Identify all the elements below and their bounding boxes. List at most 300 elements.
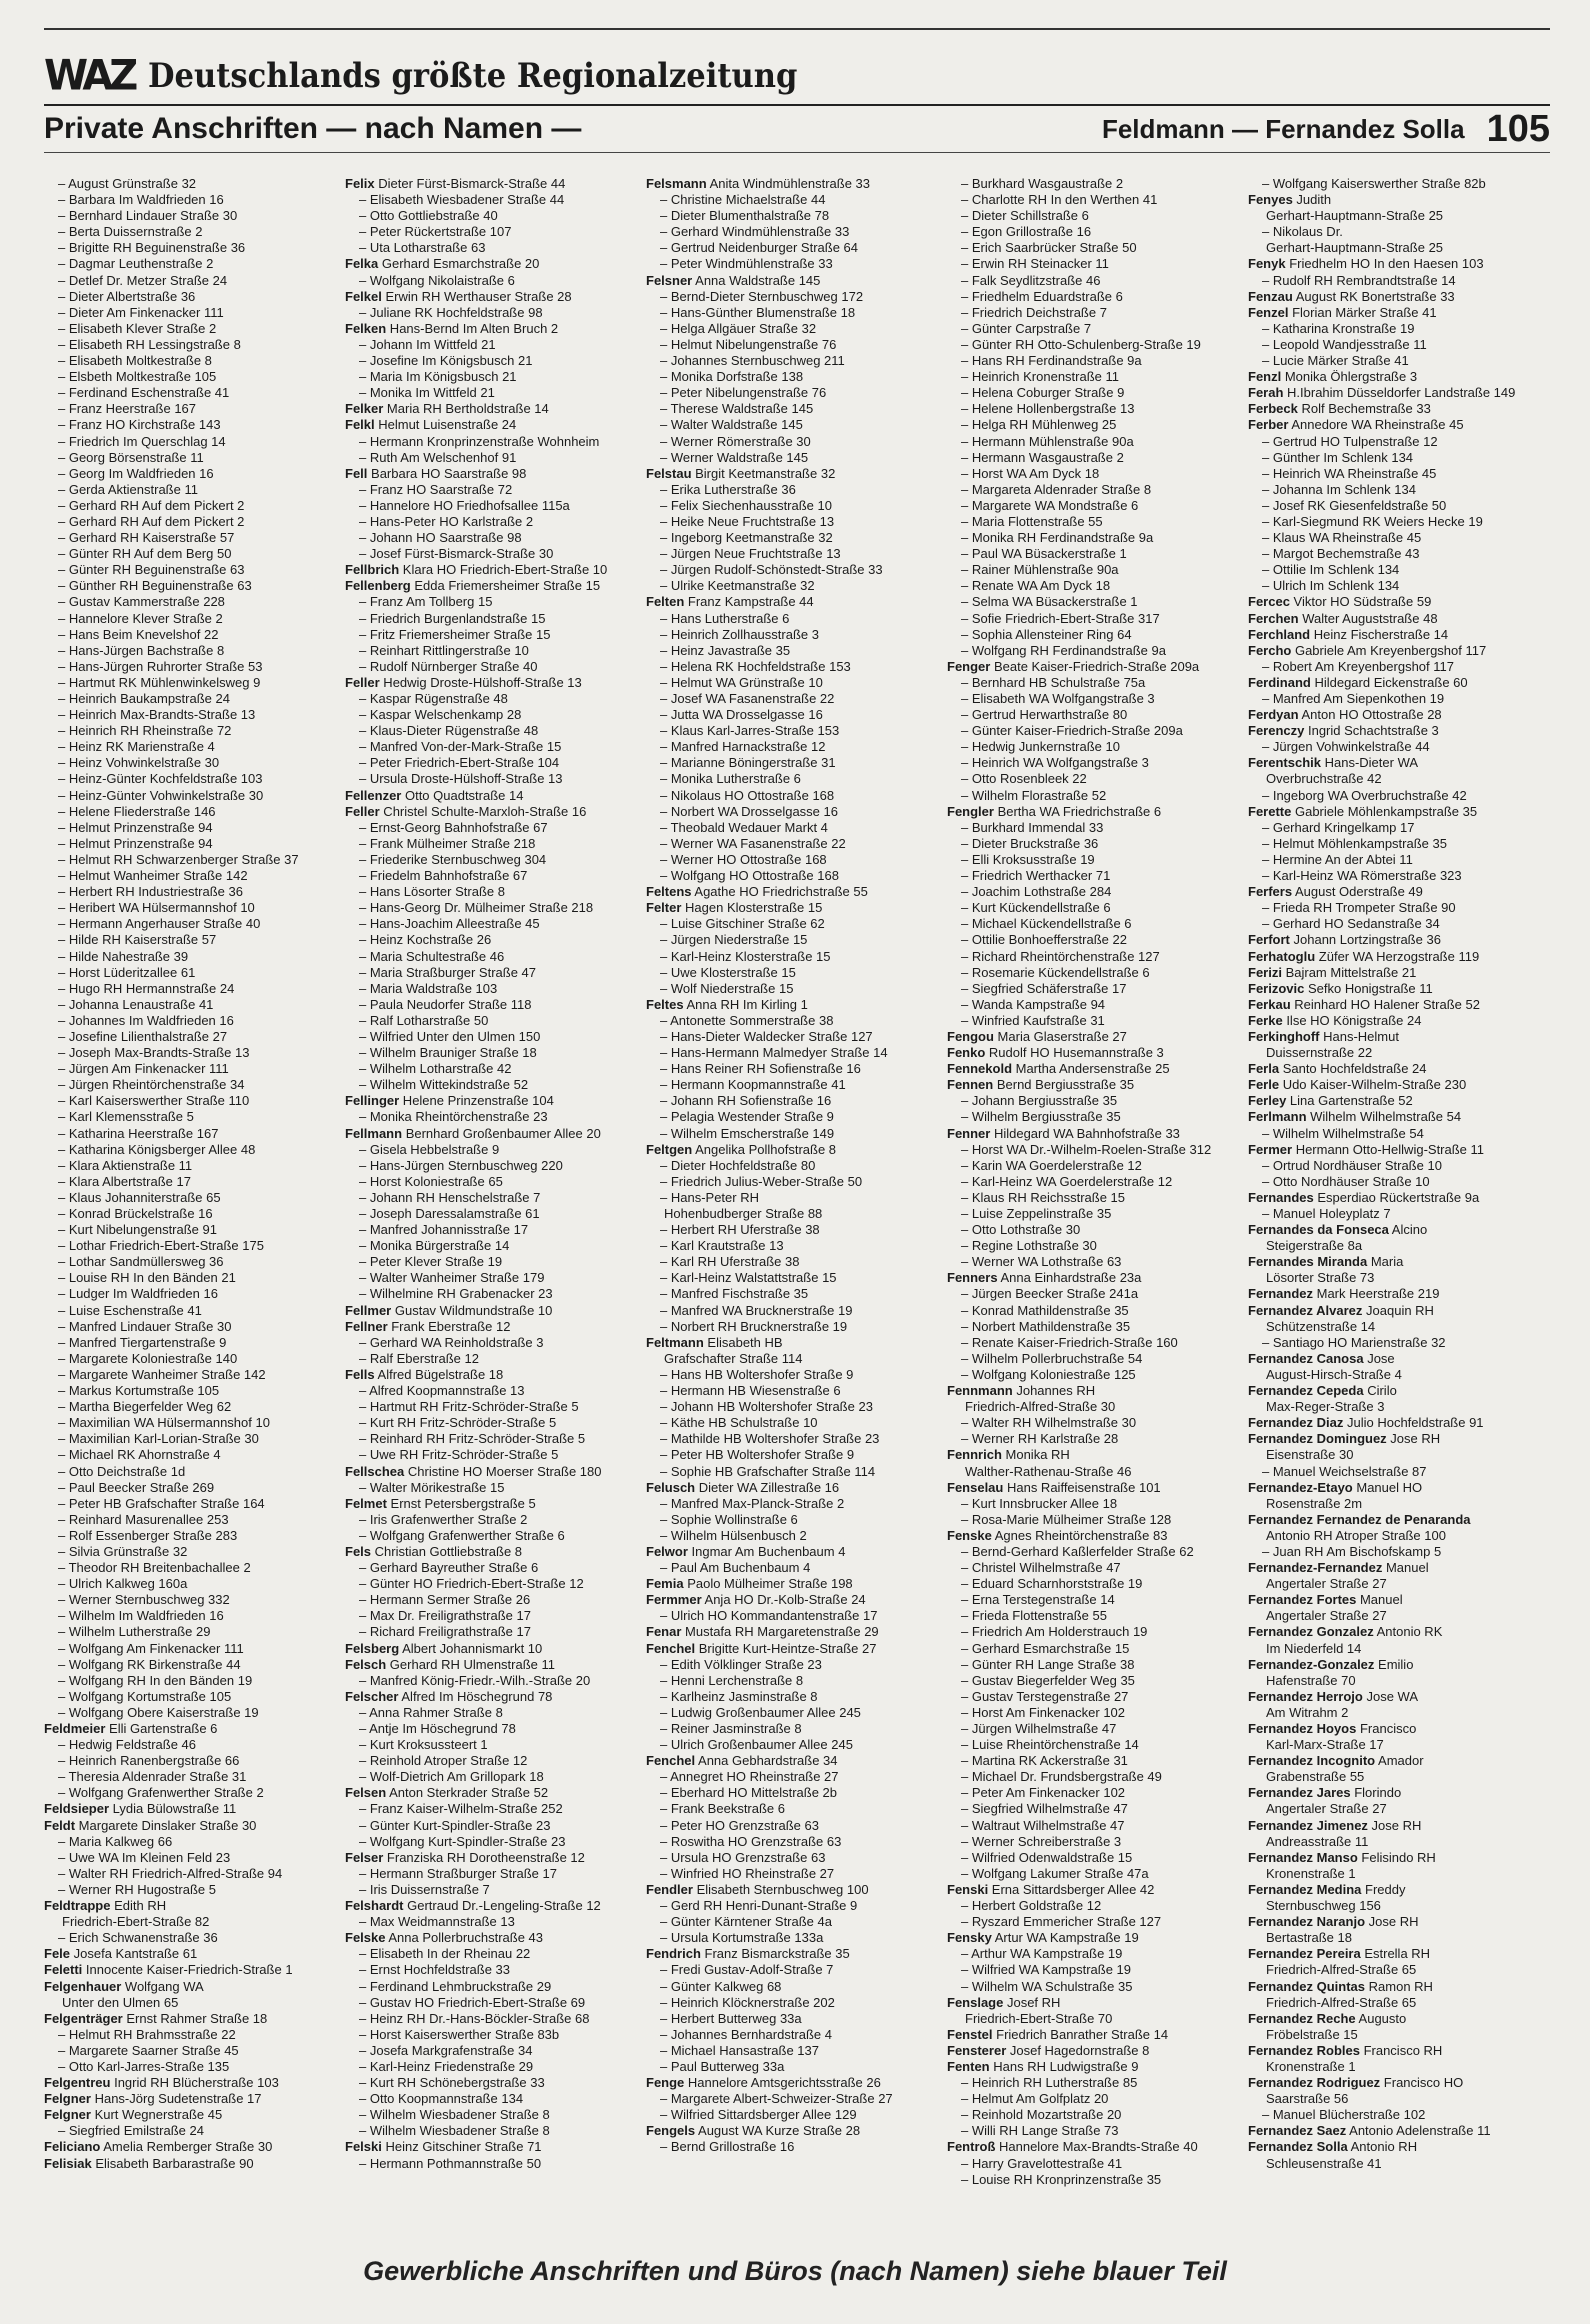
entry-text: Maximilian Karl-Lorian-Straße 30 [68,1431,259,1447]
entry-text: Anna Waldstraße 145 [692,272,821,288]
entry-text: Jürgen Vohwinkelstraße 44 [1272,739,1430,755]
directory-entry: – Josefine Lilienthalstraße 27 [58,1028,228,1044]
entry-text: Heribert WA Hülsermannshof 10 [68,900,255,916]
directory-entry [947,1029,1244,1045]
directory-entry [947,1882,1244,1898]
entry-text: Peter Nibelungenstraße 76 [670,385,827,401]
entry-text: Edith RH [110,1898,167,1914]
directory-entry: – Walter Wanheimer Straße 179 [359,1270,545,1286]
entry-text: Dieter Hochfeldstraße 80 [670,1157,816,1173]
directory-entry [947,1126,1244,1142]
directory-entry [1248,884,1545,900]
directory-entry: – Konrad Mathildenstraße 35 [961,1302,1129,1318]
entry-text: Günther RH Beguinenstraße 63 [68,578,252,594]
entry-text: Edda Friemersheimer Straße 15 [410,578,601,594]
surname: Felgner [44,2091,91,2107]
surname: Ferfers [1248,884,1293,900]
surname: Fermer [1248,1141,1293,1157]
entry-text: Günter RH Auf dem Berg 50 [68,546,232,562]
entry-text: Falk Seydlitzstraße 46 [971,272,1101,288]
directory-entry [947,2011,1244,2027]
entry-text: Gustav Wildmundstraße 10 [391,1302,553,1318]
directory-entry [1248,611,1545,627]
directory-entry: – Gisela Hebbelstraße 9 [359,1141,500,1157]
directory-entry: – Johann Im Wittfeld 21 [359,336,496,352]
directory-entry: – Charlotte RH In den Werthen 41 [961,192,1158,208]
surname: Feltens [646,884,692,900]
directory-entry: – Katharina Kronstraße 19 [1262,320,1415,336]
directory-entry: – Jürgen Vohwinkelstraße 44 [1262,739,1430,755]
entry-text: Friedrich Am Holderstrauch 19 [971,1624,1148,1640]
entry-text: Otto Nordhäuser Straße 10 [1272,1173,1430,1189]
entry-text: Luise Rheintörchenstraße 14 [971,1737,1139,1753]
directory-entry: – Burkhard Wasgaustraße 2 [961,176,1124,191]
surname: Fernandez Fortes [1248,1592,1357,1608]
surname: Fernandez Jimenez [1248,1817,1368,1833]
directory-entry: – Wilhelm Wittekindstraße 52 [359,1077,529,1093]
entry-text: Innocente Kaiser-Friedrich-Straße 1 [82,1962,293,1978]
entry-text: Klaus WA Rheinstraße 45 [1272,530,1422,546]
entry-text: Judith [1292,192,1332,208]
entry-text: Hermann Pothmannstraße 50 [369,2155,542,2171]
directory-entry: – Heinz RH Dr.-Hans-Böckler-Straße 68 [359,2010,590,2026]
directory-entry: – Gustav Terstegenstraße 27 [961,1688,1129,1704]
directory-entry [345,1303,642,1319]
entry-text: Berta Duissernstraße 2 [68,224,203,240]
directory-entry [1248,1303,1545,1319]
entry-text: Josef WA Fasanenstraße 22 [670,691,835,706]
entry-text: Michael RK Ahornstraße 4 [68,1447,221,1463]
directory-entry: – Ulrich HO Kommandantenstraße 17 [660,1608,878,1624]
entry-text: Friedrich Im Querschlag 14 [68,433,226,449]
directory-entry: – Elsbeth Moltkestraße 105 [58,369,217,385]
directory-entry: – Maria Waldstraße 103 [359,980,498,996]
directory-entry: – Reinhold Atroper Straße 12 [359,1753,528,1769]
entry-text: Klaus-Dieter Rügenstraße 48 [369,723,539,739]
directory-entry [1248,1029,1545,1045]
entry-text: Karl-Heinz Walstattstraße 15 [670,1270,837,1286]
entry-text: Frank Mülheimer Straße 218 [369,835,536,851]
directory-entry [1248,723,1545,739]
directory-entry: – Elisabeth WA Wolfgangstraße 3 [961,691,1155,706]
entry-text: Dieter Am Finkenacker 111 [68,304,224,320]
entry-text: Elisabeth Moltkestraße 8 [68,353,212,369]
entry-text: Hans Beim Knevelshof 22 [68,626,219,642]
surname: Ferle [1248,1077,1280,1093]
surname: Ferah [1248,385,1284,401]
surname: Felgenträger [44,2010,123,2026]
entry-text: Heinrich RH Lutherstraße 85 [971,2075,1138,2091]
directory-entry [345,788,642,804]
entry-text: Hermann Angerhauser Straße 40 [68,916,261,932]
entry-text: Hans-Dieter WA [1320,755,1419,771]
directory-entry: – Hans-Jürgen Bachstraße 8 [58,642,225,658]
directory-entry: – Peter Am Finkenacker 102 [961,1785,1126,1801]
directory-entry: – Gustav HO Friedrich-Ebert-Straße 69 [359,1994,586,2010]
directory-entry: – Günter Kurt-Spindler-Straße 23 [359,1817,551,1833]
directory-entry: – Monika Bürgerstraße 14 [359,1238,510,1254]
directory-entry: – Hans HB Woltershofer Straße 9 [660,1366,854,1382]
entry-text: Günter RH Lange Straße 38 [971,1656,1135,1672]
entry-text: Hans-Peter RH [670,1189,759,1205]
directory-entry: – Helene Hollenbergstraße 13 [961,401,1135,417]
entry-text: Friedrich Burgenlandstraße 15 [369,610,546,626]
entry-text: Wolfgang RH Ferdinandstraße 9a [971,642,1166,658]
directory-entry: – Karl Kaiserswerther Straße 110 [58,1093,250,1109]
directory-entry: – Maria Straßburger Straße 47 [359,964,537,980]
entry-text: Hafenstraße 70 [1266,1672,1356,1688]
entry-text: Margarete Koloniestraße 140 [68,1350,238,1366]
entry-text: Uwe Klosterstraße 15 [670,964,796,980]
entry-text: Wolfgang Grafenwerther Straße 6 [369,1527,565,1543]
entry-text: Hannelore Amtsgerichtsstraße 26 [684,2075,881,2091]
directory-entry: – Louise RH Kronprinzenstraße 35 [961,2171,1162,2187]
directory-entry [44,2011,341,2027]
directory-entry: – Klaus Karl-Jarres-Straße 153 [660,723,840,739]
surname: Fernandez Herrojo [1248,1688,1363,1704]
directory-entry [1248,932,1545,948]
directory-entry: – Helena Coburger Straße 9 [961,385,1125,401]
surname: Feller [345,674,380,690]
entry-text: Felisindo RH [1357,1849,1436,1865]
entry-text: Josef RK Giesenfeldstraße 50 [1272,497,1447,513]
entry-text: Wilhelm Wilhelmstraße 54 [1272,1125,1424,1141]
entry-text: Martha Andersenstraße 25 [1012,1061,1170,1077]
directory-entry: – Fredi Gustav-Adolf-Straße 7 [660,1962,834,1978]
entry-text: Grafschafter Straße 114 [664,1350,803,1366]
directory-entry: – Werner Waldstraße 145 [660,449,809,465]
directory-entry: – Sophia Allensteiner Ring 64 [961,626,1132,642]
directory-entry: – Herbert RH Industriestraße 36 [58,884,243,900]
entry-text: Georg Börsenstraße 11 [68,449,204,465]
entry-text: Joachim Lothstraße 284 [971,884,1112,900]
directory-entry [1248,1576,1545,1592]
entry-text: Kaspar Rügenstraße 48 [369,691,508,706]
directory-entry [646,1142,943,1158]
entry-text: Margarete WA Mondstraße 6 [971,497,1139,513]
directory-entry: – Hans-Jürgen Ruhrorter Straße 53 [58,658,263,674]
directory-entry [947,1464,1244,1480]
surname: Fellmann [345,1125,403,1141]
directory-entry: – Peter Friedrich-Ebert-Straße 104 [359,755,560,771]
entry-text: Elisabeth Barbarastraße 90 [91,2155,254,2171]
entry-text: August Oderstraße 49 [1292,884,1423,900]
entry-text: Hildegard Eickenstraße 60 [1310,674,1468,690]
entry-text: Gustav Kammerstraße 228 [68,594,225,610]
directory-entry: – Karl-Heinz Friedenstraße 29 [359,2058,534,2074]
entry-text: Wolfgang RK Birkenstraße 44 [68,1656,241,1672]
directory-entry [1248,1367,1545,1383]
entry-text: Herbert RH Industriestraße 36 [68,884,243,900]
surname: Fellner [345,1318,388,1334]
directory-entry [1248,1882,1545,1898]
directory-entry: – Maximilian Karl-Lorian-Straße 30 [58,1431,259,1447]
entry-text: Ulrich Großenbaumer Allee 245 [670,1737,853,1753]
entry-text: Gerda Aktienstraße 11 [68,481,198,497]
entry-text: Bernhard Großenbaumer Allee 20 [402,1125,601,1141]
directory-entry: – Johanna Im Schlenk 134 [1262,481,1416,497]
directory-entry [1248,1077,1545,1093]
surname: Fenger [947,658,991,674]
directory-entry: – Ludwig Großenbaumer Allee 245 [660,1704,861,1720]
entry-text: Therese Waldstraße 145 [670,401,814,417]
entry-text: Gerhard Esmarchstraße 20 [378,256,540,272]
entry-text: Hermine An der Abtei 11 [1272,851,1413,867]
entry-text: Ottilie Bonhoefferstraße 22 [971,932,1127,948]
entry-text: Kurt Wegnerstraße 45 [90,2107,223,2123]
entry-text: Friedhelm HO In den Haesen 103 [1285,256,1484,272]
surname: Feliciano [44,2139,101,2155]
surname: Felstau [646,465,692,481]
entry-text: Peter Rückertstraße 107 [369,224,512,240]
entry-text: Ursula HO Grenzstraße 63 [670,1849,826,1865]
directory-entry: – Margareta Aldenrader Straße 8 [961,481,1152,497]
surname: Ferette [1248,803,1292,819]
entry-text: Maximilian WA Hülsermannshof 10 [68,1415,270,1431]
entry-text: Barbara HO Saarstraße 98 [367,465,527,481]
entry-text: Schützenstraße 14 [1266,1318,1376,1334]
directory-entry: – Wolfgang RK Birkenstraße 44 [58,1656,241,1672]
surname: Felski [345,2139,382,2155]
entry-text: Gisela Hebbelstraße 9 [369,1141,500,1157]
entry-text: Dieter Schillstraße 6 [971,208,1089,224]
directory-entry: – Jürgen Rheintörchenstraße 34 [58,1077,245,1093]
entry-text: Werner WA Lothstraße 63 [971,1254,1122,1270]
directory-entry [1248,981,1545,997]
directory-entry: – Wolfgang Grafenwerther Straße 6 [359,1527,565,1543]
directory-entry: – Edith Völklinger Straße 23 [660,1656,822,1672]
directory-entry: – Luise Eschenstraße 41 [58,1302,202,1318]
entry-text: Peter HB Grafschafter Straße 164 [68,1495,265,1511]
surname: Fernandes Miranda [1248,1254,1368,1270]
directory-entry: – Paula Neudorfer Straße 118 [359,996,532,1012]
directory-entry: – Franz Kaiser-Wilhelm-Straße 252 [359,1801,563,1817]
directory-entry [646,1544,943,1560]
entry-text: Rainer Mühlenstraße 90a [971,562,1119,578]
directory-entry [345,578,642,594]
entry-text: Francisco HO [1380,2075,1464,2091]
entry-text: Walther-Rathenau-Straße 46 [965,1463,1132,1479]
surname: Fenar [646,1624,682,1640]
entry-text: Siegfried Schäferstraße 17 [971,980,1127,996]
directory-entry [44,2139,341,2155]
directory-entry: – Bernhard Lindauer Straße 30 [58,208,238,224]
directory-entry: – Werner HO Ottostraße 168 [660,851,827,867]
listing-column-3 [646,176,947,2216]
directory-entry: – Uwe Klosterstraße 15 [660,964,796,980]
surname: Fenge [646,2075,685,2091]
entry-text: Helene Hollenbergstraße 13 [971,401,1135,417]
directory-entry: – Wolfgang RH In den Bänden 19 [58,1672,253,1688]
entry-text: Ottilie Im Schlenk 134 [1272,562,1400,578]
directory-entry: – Egon Grillostraße 16 [961,224,1092,240]
entry-text: Heinz RH Dr.-Hans-Böckler-Straße 68 [369,2010,590,2026]
entry-text: Käthe HB Schulstraße 10 [670,1415,818,1431]
entry-text: Wolf-Dietrich Am Grillopark 18 [369,1769,544,1785]
surname: Fellenzer [345,787,402,803]
surname: Felter [646,900,682,916]
directory-entry: – Hans Reiner RH Sofienstraße 16 [660,1061,861,1077]
entry-text: Kurt RH Fritz-Schröder-Straße 5 [369,1415,557,1431]
entry-text: Manfred Johannisstraße 17 [369,1222,529,1238]
directory-entry: – Manuel Holeyplatz 7 [1262,1206,1391,1221]
entry-text: Karl-Heinz Friedenstraße 29 [369,2058,534,2074]
directory-entry: – Ernst-Georg Bahnhofstraße 67 [359,819,548,835]
directory-entry: – Hans Lösorter Straße 8 [359,884,505,900]
entry-text: Johanna Im Schlenk 134 [1272,481,1416,497]
entry-text: Antonio RK [1373,1624,1443,1640]
directory-entry [1248,1045,1545,1061]
directory-entry [646,176,943,192]
entry-text: Hagen Klosterstraße 15 [681,900,823,916]
entry-text: Josefine Lilienthalstraße 27 [68,1028,228,1044]
directory-entry: – Manuel Weichselstraße 87 [1262,1463,1427,1479]
directory-entry [646,2075,943,2091]
directory-entry: – Monika Im Wittfeld 21 [359,385,495,401]
directory-entry: – Wolfgang Koloniestraße 125 [961,1366,1136,1382]
entry-text: Renate Kaiser-Friedrich-Straße 160 [971,1334,1178,1350]
entry-text: Elisabeth Wiesbadener Straße 44 [369,192,565,208]
directory-entry: – Ursula Kortumstraße 133a [660,1930,824,1946]
waz-logo: WAZ [44,51,135,101]
directory-entry: – Hermann Wasgaustraße 2 [961,449,1124,465]
entry-text: Martha Biegerfelder Weg 62 [68,1399,232,1415]
entry-text: Erich Schwanenstraße 36 [68,1930,218,1946]
directory-entry: – Leopold Wandjesstraße 11 [1262,336,1427,352]
entry-text: Manuel [1356,1592,1403,1608]
directory-entry: – Helmut RH Brahmsstraße 22 [58,2026,236,2042]
directory-entry: – Katharina Heerstraße 167 [58,1125,219,1141]
entry-text: Roswitha HO Grenzstraße 63 [670,1833,842,1849]
directory-entry [1248,2091,1545,2107]
surname: Fenten [947,2058,990,2074]
entry-text: Elli Gartenstraße 6 [105,1721,218,1736]
directory-entry [44,1979,341,1995]
directory-entry: – Wolfgang Kortumstraße 105 [58,1688,232,1704]
directory-entry: – Ernst Hochfeldstraße 33 [359,1962,511,1978]
entry-text: Maria Kalkweg 66 [68,1833,173,1849]
directory-entry: – Maria Flottenstraße 55 [961,513,1103,529]
directory-entry: – Karl-Heinz WA Römerstraße 323 [1262,868,1462,884]
directory-entry [1248,1383,1545,1399]
surname: Fernandez Jares [1248,1785,1351,1801]
entry-text: Winfried HO Rheinstraße 27 [670,1865,835,1881]
directory-entry [947,2027,1244,2043]
directory-entry: – Hilde RH Kaiserstraße 57 [58,932,217,948]
entry-text: Franz Bismarckstraße 35 [700,1946,850,1962]
entry-text: Gerhart-Hauptmann-Straße 25 [1266,208,1444,224]
entry-text: Wilhelm Bergiusstraße 35 [971,1109,1121,1125]
surname: Ferenczy [1248,723,1305,739]
entry-text: Christel Schulte-Marxloh-Straße 16 [379,803,587,819]
entry-text: Manuel [1382,1560,1429,1576]
directory-entry: – Johannes Im Waldfrieden 16 [58,1012,234,1028]
surname: Fell [345,465,368,481]
directory-entry: – Roswitha HO Grenzstraße 63 [660,1833,842,1849]
surname: Felisiak [44,2155,92,2171]
entry-text: Josef Fürst-Bismarck-Straße 30 [369,546,554,562]
top-rule [44,28,1550,30]
entry-text: Hannelore Klever Straße 2 [68,610,223,626]
entry-text: Heinrich WA Rheinstraße 45 [1272,465,1437,481]
directory-entry [947,804,1244,820]
directory-entry: – Jürgen Am Finkenacker 111 [58,1061,229,1077]
surname: Fells [345,1366,375,1382]
directory-entry: – Gertrud Neidenburger Straße 64 [660,240,858,256]
directory-entry: – Martha Biegerfelder Weg 62 [58,1399,232,1415]
directory-entry [1248,1560,1545,1576]
directory-entry: – Monika Dorfstraße 138 [660,369,804,385]
entry-text: Margarete Wanheimer Straße 142 [68,1366,266,1382]
entry-text: Overbruchstraße 42 [1266,771,1382,787]
entry-text: Cirilo [1363,1383,1397,1399]
directory-entry [1248,1142,1545,1158]
directory-entry [44,2075,341,2091]
directory-entry [345,321,642,337]
entry-text: Duissernstraße 22 [1266,1045,1373,1061]
entry-text: Walter RH Wilhelmstraße 30 [971,1415,1137,1431]
entry-text: Karl Klemensstraße 5 [68,1109,194,1125]
entry-text: Hans RH Ferdinandstraße 9a [971,353,1142,369]
entry-text: Elisabeth Sternbuschweg 100 [692,1881,869,1897]
entry-text: Gertrud Neidenburger Straße 64 [670,240,858,256]
surname: Felwor [646,1543,688,1559]
directory-entry [947,1930,1244,1946]
surname: Fernandez Robles [1248,2042,1360,2058]
surname: Felgenhauer [44,1978,122,1994]
entry-text: Gerhard RH Kaiserstraße 57 [68,530,235,546]
directory-entry: – Kurt Nibelungenstraße 91 [58,1222,217,1238]
entry-text: Horst WA Am Dyck 18 [971,465,1100,481]
entry-text: Klaus RH Reichsstraße 15 [971,1189,1126,1205]
directory-entry: – Heinrich Kronenstraße 11 [961,369,1120,385]
directory-entry: – Peter HB Woltershofer Straße 9 [660,1447,855,1463]
entry-text: Siegfried Wilhelmstraße 47 [971,1801,1128,1817]
entry-text: Udo Kaiser-Wilhelm-Straße 230 [1279,1077,1467,1093]
surname: Felusch [646,1479,696,1495]
entry-text: Brigitte Kurt-Heintze-Straße 27 [695,1640,877,1656]
entry-text: Brigitte RH Beguinenstraße 36 [68,240,246,256]
entry-text: Heinz Fischerstraße 14 [1310,626,1449,642]
directory-entry [1248,707,1545,723]
surname: Fernandez Dominguez [1248,1431,1387,1447]
entry-text: Bernhard HB Schulstraße 75a [971,674,1146,690]
directory-entry: – Heinrich RH Rheinstraße 72 [58,723,232,739]
entry-text: Friedrich Banrather Straße 14 [992,2026,1169,2042]
directory-entry: – Frieda Flottenstraße 55 [961,1608,1107,1624]
directory-entry [1248,1013,1545,1029]
surname: Fernandez Medina [1248,1881,1362,1897]
directory-entry: – Luise Rheintörchenstraße 14 [961,1737,1139,1753]
directory-entry: – Heinz-Günter Vohwinkelstraße 30 [58,787,264,803]
entry-text: Hermann Wasgaustraße 2 [971,449,1124,465]
entry-text: Gerhard HO Sedanstraße 34 [1272,916,1440,932]
surname: Ferley [1248,1093,1287,1109]
entry-text: Wilhelm Wiesbadener Straße 8 [369,2107,550,2123]
directory-entry: – Louise RH In den Bänden 21 [58,1270,236,1286]
surname: Fennen [947,1077,994,1093]
directory-entry: – Margarete Wanheimer Straße 142 [58,1366,266,1382]
surname: Felgner [44,2107,91,2123]
entry-text: August RK Bonertstraße 33 [1292,288,1455,304]
directory-entry: – Erich Saarbrücker Straße 50 [961,240,1137,256]
directory-entry: – Johannes Sternbuschweg 211 [660,353,845,369]
entry-text: August Grünstraße 32 [68,176,197,191]
entry-text: Wilfried WA Kampstraße 19 [971,1962,1132,1978]
surname: Felscher [345,1688,399,1704]
directory-entry: – Rolf Essenberger Straße 283 [58,1527,238,1543]
directory-entry: – Franz Am Tollberg 15 [359,594,493,610]
